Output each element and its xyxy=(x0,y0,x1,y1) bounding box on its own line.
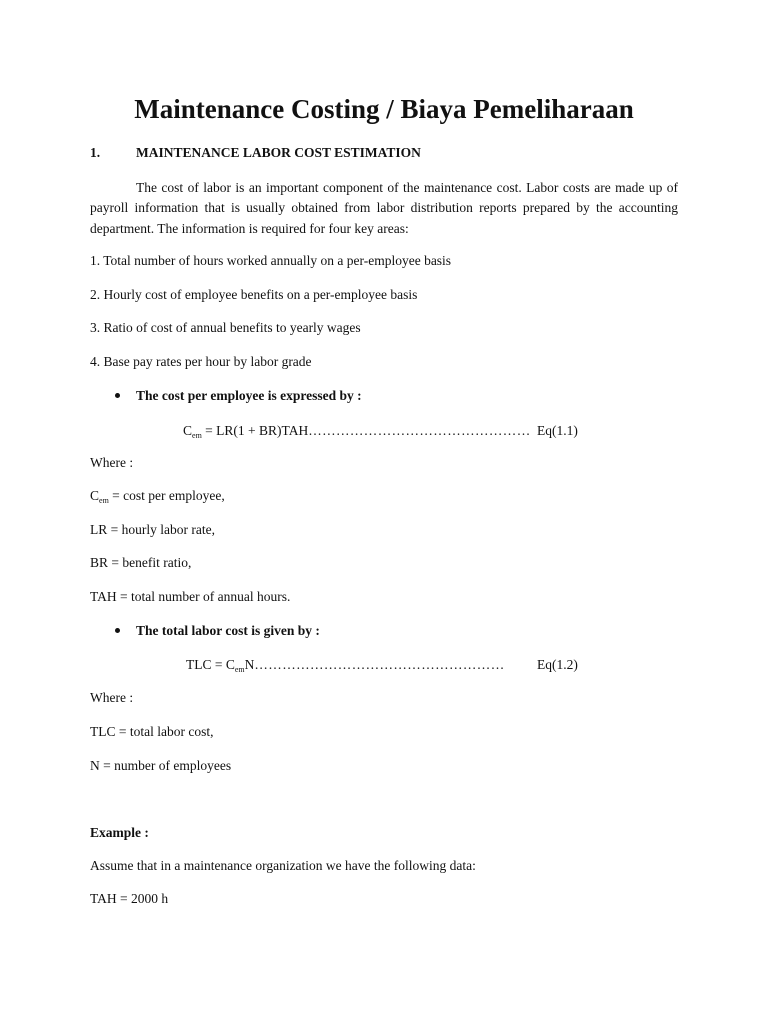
definition-br: BR = benefit ratio, xyxy=(90,555,192,570)
equation-1 xyxy=(183,422,531,440)
eq1-dots: ………………………………………… xyxy=(308,423,531,438)
equation-2 xyxy=(186,656,505,674)
where-label-1: Where : xyxy=(90,455,134,470)
example-text: Assume that in a maintenance organization we have the following data: xyxy=(90,858,476,873)
bullet-dot-icon xyxy=(115,628,120,633)
eq2-subscript: em xyxy=(234,665,245,674)
key-area-1: 1. Total number of hours worked annually on a per-employee basis xyxy=(90,253,452,268)
tah-value: TAH = 2000 h xyxy=(90,891,169,906)
definition-cem: $C_{em} = \cos t$ per employee, xyxy=(90,488,225,505)
eq2-dots: ……………………………………………… xyxy=(254,657,505,672)
intro-paragraph xyxy=(90,178,678,239)
eq1-label: Eq(1.1) xyxy=(537,423,578,438)
eq2-label: Eq(1.2) xyxy=(537,657,578,672)
eq2-rhs: N xyxy=(244,657,255,672)
eq2-lhs: TLC = C xyxy=(186,657,235,672)
intro-text: The cost of labor is an important component of the maintenance cost. Labor costs are made up of payroll information that is usually obtained from labor distribution reports prepared by the accounting department. The information is required for four key areas: xyxy=(90,180,678,236)
bullet-total-labor-cost: The total labor cost is given by : xyxy=(136,623,320,638)
eq1-lhs: C xyxy=(183,423,193,438)
section-heading: MAINTENANCE LABOR COST ESTIMATION xyxy=(136,145,421,160)
example-heading: Example : xyxy=(90,825,149,840)
key-area-2: 2. Hourly cost of employee benefits on a per-employee basis xyxy=(90,287,418,302)
definition-n: N = number of employees xyxy=(90,758,232,773)
eq1-subscript: em xyxy=(192,431,202,440)
definition-tlc: TLC = total labor cost, xyxy=(90,724,214,739)
eq1-rhs: = LR(1 + BR)TAH xyxy=(201,423,309,438)
section-number: 1. xyxy=(90,145,101,160)
page-title: Maintenance Costing / Biaya Pemeliharaan xyxy=(134,94,634,124)
definition-tah: TAH = total number of annual hours. xyxy=(90,589,291,604)
bullet-dot-icon xyxy=(115,393,120,398)
key-area-4: 4. Base pay rates per hour by labor grade xyxy=(90,354,312,369)
where-label-2: Where : xyxy=(90,690,134,705)
key-area-3: 3. Ratio of cost of annual benefits to yearly wages xyxy=(90,320,361,335)
bullet-cost-per-employee: The cost per employee is expressed by : xyxy=(136,388,362,403)
definition-lr: LR = hourly labor rate, xyxy=(90,522,215,537)
